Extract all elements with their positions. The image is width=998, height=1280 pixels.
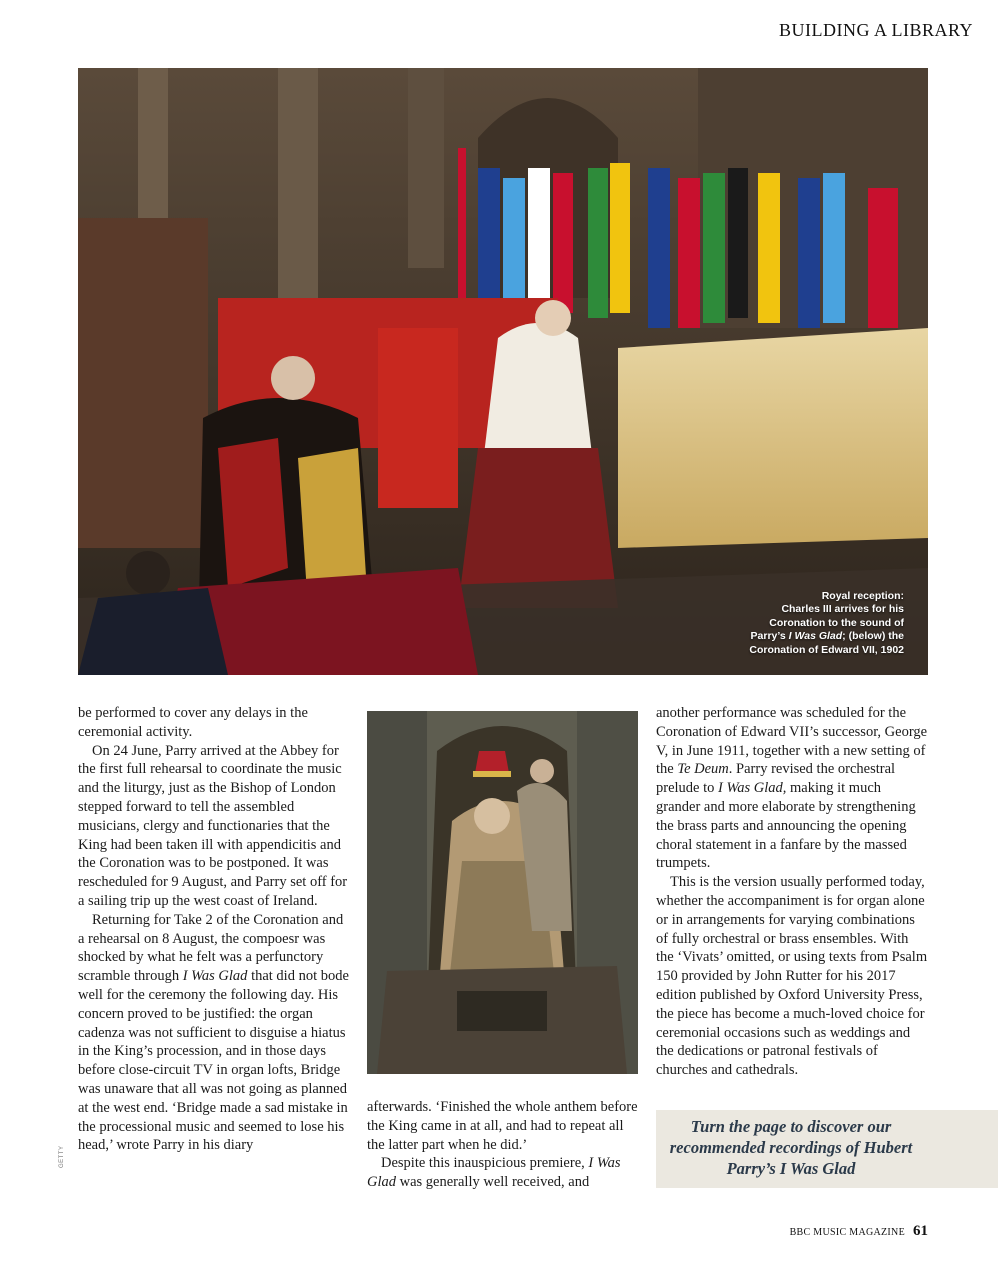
paragraph (78, 911, 350, 1155)
promo-box (656, 1110, 998, 1188)
inset-painting (367, 711, 638, 1074)
paragraph (656, 704, 928, 873)
paragraph: be performed to cover any delays in the ceremonial activity. (78, 705, 308, 740)
paragraph: This is the version usually performed today, whether the accompaniment is for organ alone or in arrangements for varying combinations of fully orchestral or brass ensembles. With the ‘Vivats’ omitted, or using texts from Psalm 150 provided by John Rutter for his 2017 edition published by Oxford University Press, the piece has become a much-loved choice for ceremonial occasions such as weddings and the dedications or patronal festivals of churches and cathedrals. (656, 874, 928, 1079)
paragraph: afterwards. ‘Finished the whole anthem before the King came in at all, and had to repeat all the latter part when he did.’ (367, 1099, 638, 1153)
paragraph-text: was generally well received, and (396, 1174, 590, 1191)
hero-caption-italic: I Was Glad (788, 630, 843, 642)
paragraph (367, 1154, 639, 1192)
paragraph-italic: I Was Glad (182, 968, 248, 985)
hero-caption-line (694, 630, 904, 644)
promo-text: Turn the page to discover our recommended recordings of Hubert Parry’s I Was Glad (669, 1117, 913, 1178)
hero-photo-illustration (78, 68, 928, 675)
photo-credit: GETTY (59, 1145, 65, 1168)
paragraph-text: that did not bode well for the ceremony the following day. His concern proved to be justified: the organ cadenza was not sufficient to disguise a hiatus in the King’s procession, and in those days before close-circuit TV in organ lofts, Bridge was unaware that all was not going as planned at the west end. ‘Bridge made a sad mistake in the processional music and seemed to lose his head,’ wrote Parry in his diary (78, 968, 349, 1154)
hero-caption-line: Charles III arrives for his (781, 603, 904, 615)
paragraph-text: Despite this inauspicious premiere, (381, 1155, 589, 1172)
paragraph-italic: I Was Glad, (718, 780, 787, 797)
hero-caption (694, 590, 904, 658)
article-column-1 (78, 704, 350, 1155)
magazine-name: BBC MUSIC MAGAZINE (789, 1227, 905, 1238)
hero-caption-text: ; (below) the (842, 630, 904, 642)
hero-caption-line: Coronation to the sound of (769, 616, 904, 629)
paragraph-text: another performance was scheduled for the Coronation of Edward VII’s successor, George V, in June 1911, together with a new setting of the (656, 705, 928, 778)
hero-caption-lead: Royal reception: (821, 589, 904, 602)
page-footer (790, 1222, 928, 1240)
article-column-2 (367, 1098, 639, 1192)
inset-painting-illustration (367, 711, 638, 1074)
paragraph-italic: Te Deum (677, 761, 729, 778)
section-header: BUILDING A LIBRARY (778, 20, 973, 40)
paragraph-text: . Parry revised the orchestral prelude to (656, 761, 896, 797)
hero-caption-line: Coronation of Edward VII, 1902 (749, 643, 904, 656)
article-column-3 (656, 704, 928, 1080)
page-number: 61 (913, 1223, 928, 1239)
hero-caption-text: Parry’s (750, 630, 789, 642)
paragraph-italic: I Was Glad (367, 1155, 621, 1191)
paragraph: On 24 June, Parry arrived at the Abbey for the first full rehearsal to coordinate the music and the liturgy, just as the Bishop of London stepped forward to tell the assembled musicians, clergy and functionaries that the King had been taken ill with appendicitis and the Coronation was to be postponed. It was rescheduled for 9 August, and Parry set off for a sailing trip up the west coast of Ireland. (78, 742, 348, 909)
paragraph-text: making it much grander and more elaborate by strengthening the brass parts and announcing the opening choral statement in a fanfare by the massed trumpets. (656, 780, 916, 872)
hero-photo (78, 68, 928, 675)
paragraph-text: Returning for Take 2 of the Coronation and a rehearsal on 8 August, the compoesr was shocked by what he felt was a perfunctory scramble through (78, 911, 344, 985)
